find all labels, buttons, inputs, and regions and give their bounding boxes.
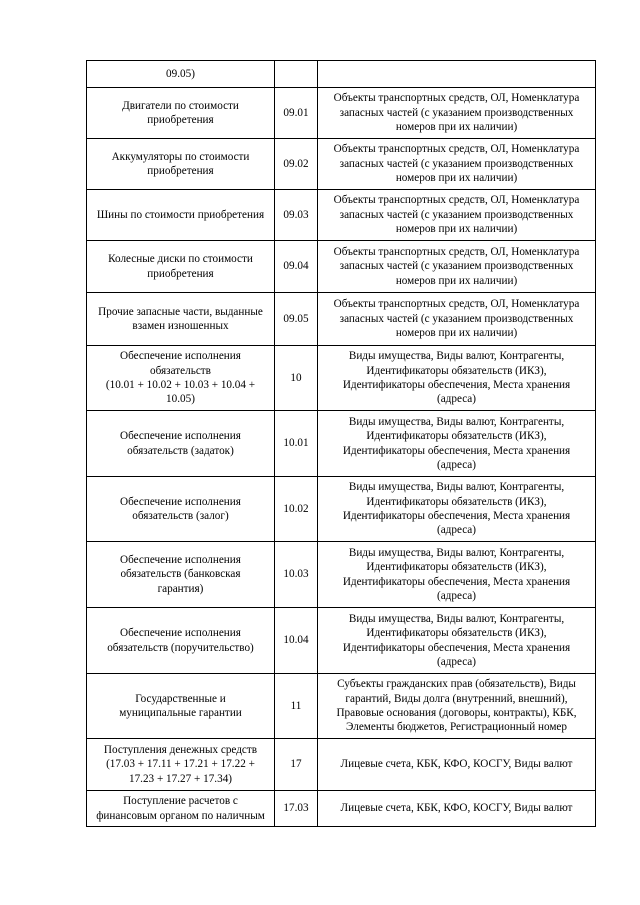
row-name-cell: Обеспечение исполнения обязательств (задаток) bbox=[87, 411, 275, 477]
row-analytics-cell: Объекты транспортных средств, ОЛ, Номенклатура запасных частей (с указанием производственных номеров при их наличии) bbox=[318, 88, 596, 139]
row-name-cell: Прочие запасные части, выданные взамен изношенных bbox=[87, 293, 275, 346]
row-code-cell: 09.02 bbox=[275, 139, 318, 190]
table-row bbox=[87, 241, 596, 293]
row-code-cell: 09.03 bbox=[275, 190, 318, 241]
table-row bbox=[87, 139, 596, 190]
row-name-cell: Обеспечение исполнения обязательств (поручительство) bbox=[87, 608, 275, 674]
row-code-cell bbox=[275, 61, 318, 88]
row-code-cell: 10.04 bbox=[275, 608, 318, 674]
row-analytics-cell: Объекты транспортных средств, ОЛ, Номенклатура запасных частей (с указанием производственных номеров при их наличии) bbox=[318, 241, 596, 293]
row-name-cell: Шины по стоимости приобретения bbox=[87, 190, 275, 241]
row-name-cell: Аккумуляторы по стоимости приобретения bbox=[87, 139, 275, 190]
table-row bbox=[87, 411, 596, 477]
row-analytics-cell: Виды имущества, Виды валют, Контрагенты, Идентификаторы обязательств (ИКЗ), Идентификаторы обеспечения, Места хранения (адреса) bbox=[318, 608, 596, 674]
table-row bbox=[87, 190, 596, 241]
row-analytics-cell bbox=[318, 61, 596, 88]
row-name-cell: Поступления денежных средств (17.03 + 17.11 + 17.21 + 17.22 + 17.23 + 17.27 + 17.34) bbox=[87, 739, 275, 791]
row-code-cell: 17 bbox=[275, 739, 318, 791]
table-row bbox=[87, 293, 596, 346]
row-name-cell: Поступление расчетов с финансовым органом по наличным bbox=[87, 791, 275, 827]
row-code-cell: 11 bbox=[275, 674, 318, 739]
row-code-cell: 17.03 bbox=[275, 791, 318, 827]
row-code-cell: 10.03 bbox=[275, 542, 318, 608]
table-row bbox=[87, 739, 596, 791]
row-name-cell: Обеспечение исполнения обязательств (залог) bbox=[87, 477, 275, 542]
row-name-cell: Обеспечение исполнения обязательств (банковская гарантия) bbox=[87, 542, 275, 608]
table-row bbox=[87, 674, 596, 739]
accounts-table bbox=[86, 60, 596, 827]
row-analytics-cell: Объекты транспортных средств, ОЛ, Номенклатура запасных частей (с указанием производственных номеров при их наличии) bbox=[318, 190, 596, 241]
row-name-cell: Обеспечение исполнения обязательств (10.01 + 10.02 + 10.03 + 10.04 + 10.05) bbox=[87, 346, 275, 411]
row-name-cell: Колесные диски по стоимости приобретения bbox=[87, 241, 275, 293]
table-row bbox=[87, 791, 596, 827]
row-analytics-cell: Виды имущества, Виды валют, Контрагенты, Идентификаторы обязательств (ИКЗ), Идентификаторы обеспечения, Места хранения (адреса) bbox=[318, 477, 596, 542]
table-row bbox=[87, 542, 596, 608]
row-code-cell: 09.05 bbox=[275, 293, 318, 346]
table-row bbox=[87, 477, 596, 542]
row-code-cell: 09.04 bbox=[275, 241, 318, 293]
table-row bbox=[87, 88, 596, 139]
row-name-cell: Государственные и муниципальные гарантии bbox=[87, 674, 275, 739]
row-analytics-cell: Лицевые счета, КБК, КФО, КОСГУ, Виды валют bbox=[318, 739, 596, 791]
row-analytics-cell: Виды имущества, Виды валют, Контрагенты, Идентификаторы обязательств (ИКЗ), Идентификаторы обеспечения, Места хранения (адреса) bbox=[318, 346, 596, 411]
row-analytics-cell: Объекты транспортных средств, ОЛ, Номенклатура запасных частей (с указанием производственных номеров при их наличии) bbox=[318, 139, 596, 190]
row-code-cell: 10 bbox=[275, 346, 318, 411]
table-row bbox=[87, 61, 596, 88]
row-analytics-cell: Виды имущества, Виды валют, Контрагенты, Идентификаторы обязательств (ИКЗ), Идентификаторы обеспечения, Места хранения (адреса) bbox=[318, 542, 596, 608]
row-analytics-cell: Объекты транспортных средств, ОЛ, Номенклатура запасных частей (с указанием производственных номеров при их наличии) bbox=[318, 293, 596, 346]
row-analytics-cell: Лицевые счета, КБК, КФО, КОСГУ, Виды валют bbox=[318, 791, 596, 827]
row-code-cell: 10.02 bbox=[275, 477, 318, 542]
row-name-cell: Двигатели по стоимости приобретения bbox=[87, 88, 275, 139]
table-row bbox=[87, 608, 596, 674]
table-row bbox=[87, 346, 596, 411]
row-analytics-cell: Субъекты гражданских прав (обязательств), Виды гарантий, Виды долга (внутренний, внешний), Правовые основания (договоры, контракты), КБК, Элементы бюджетов, Регистрационный номер bbox=[318, 674, 596, 739]
row-code-cell: 10.01 bbox=[275, 411, 318, 477]
row-name-cell: 09.05) bbox=[87, 61, 275, 88]
row-code-cell: 09.01 bbox=[275, 88, 318, 139]
row-analytics-cell: Виды имущества, Виды валют, Контрагенты, Идентификаторы обязательств (ИКЗ), Идентификаторы обеспечения, Места хранения (адреса) bbox=[318, 411, 596, 477]
